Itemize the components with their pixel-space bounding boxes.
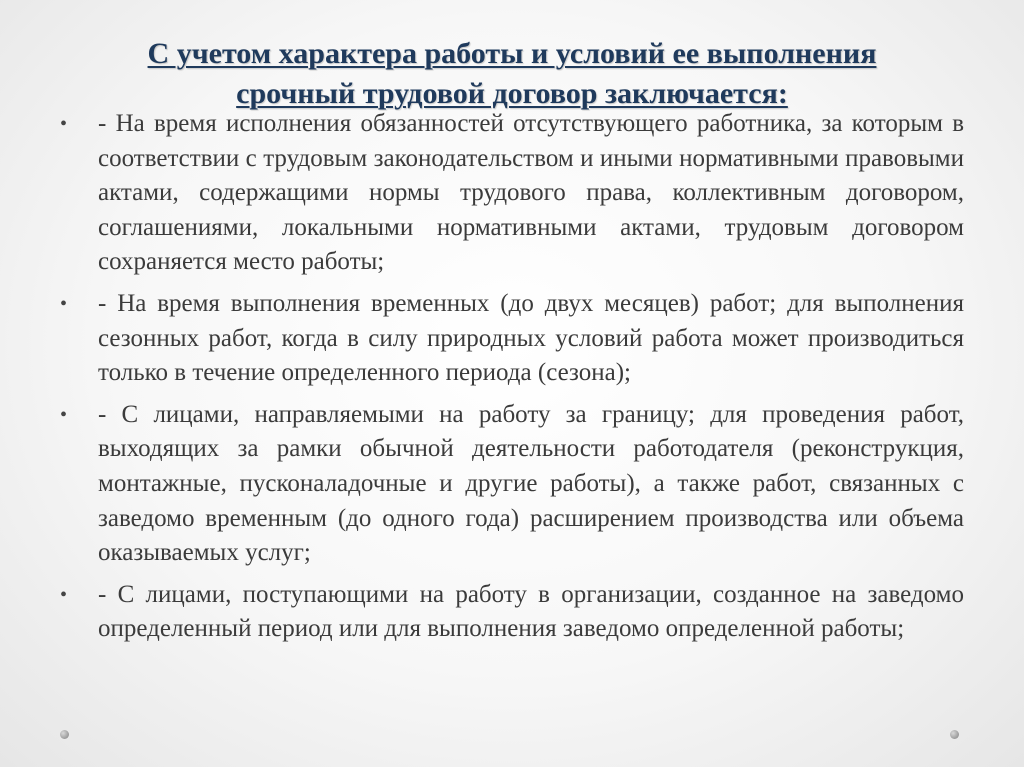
list-item-text: - С лицами, поступающими на работу в организации, созданное на заведомо определенный период или для выполнения заведомо определенной работы; (98, 580, 964, 643)
list-item-text: - На время исполнения обязанностей отсутствующего работника, за которым в соответствии с трудовым законодательством и иными нормативными правовыми актами, содержащими нормы трудового права, коллективным договором, соглашениями, локальными нормативными актами, трудовым договором сохраняется место работы; (98, 110, 964, 276)
list-item (58, 287, 964, 391)
decorative-dot-icon (60, 730, 69, 739)
slide-title-line-2: срочный трудовой договор заключается: (236, 77, 788, 111)
slide-title-line-1: С учетом характера работы и условий ее выполнения (147, 37, 877, 71)
bullet-icon: • (60, 292, 68, 315)
list-item (58, 578, 964, 647)
bullet-icon: • (60, 403, 68, 426)
list-item (58, 107, 964, 280)
list-item (58, 398, 964, 571)
slide-title (60, 34, 964, 114)
bullet-icon: • (60, 583, 68, 606)
list-item-text: - На время выполнения временных (до двух месяцев) работ; для выполнения сезонных работ, когда в силу природных условий работа может производиться только в течение определенного периода (сезона); (98, 289, 964, 387)
decorative-dot-icon (950, 730, 959, 739)
bullet-list (58, 107, 964, 654)
bullet-icon: • (60, 113, 68, 135)
list-item-text: - С лицами, направляемыми на работу за границу; для проведения работ, выходящих за рамки обычной деятельности работодателя (реконструкция, монтажные, пусконаладочные и другие работы), а также работ, связанных с заведомо временным (до одного года) расширением производства или объема оказываемых услуг; (98, 400, 964, 567)
